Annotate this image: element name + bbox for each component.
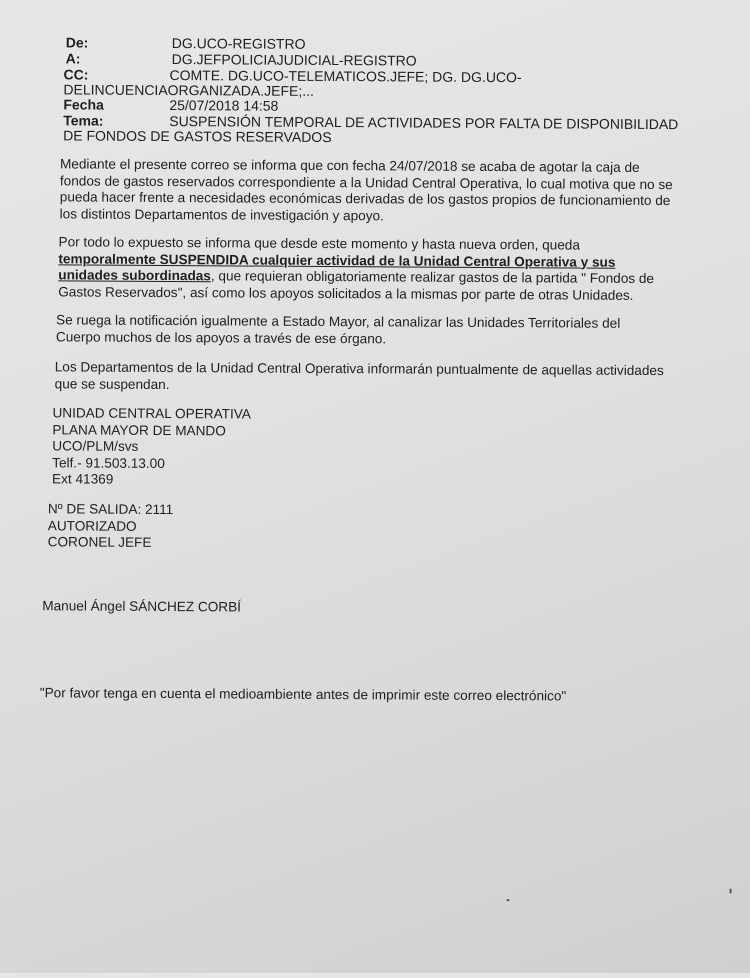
paragraph-line: Los Departamentos de la Unidad Central Operativa informarán puntualmente de aquellas actividades [54, 359, 664, 379]
paragraph-line: que se suspendan. [54, 375, 170, 392]
cc-value-continued: DELINCUENCIAORGANIZADA.JEFE;... [63, 81, 314, 99]
cc-label: CC: [63, 66, 89, 83]
signature-line: UCO/PLM/svs [52, 438, 139, 454]
paragraph-line: Por todo lo expuesto se informa que desde este momento y hasta nueva orden, queda [58, 234, 580, 253]
to-label: A: [65, 50, 81, 67]
from-label: De: [65, 34, 89, 51]
subject-value: SUSPENSIÓN TEMPORAL DE ACTIVIDADES POR FALTA DE DISPONIBILIDAD [169, 113, 679, 133]
signature-line: UNIDAD CENTRAL OPERATIVA [52, 405, 251, 422]
paragraph-line: Se ruega la notificación igualmente a Estado Mayor, al canalizar las Unidades Territoriales del [56, 312, 621, 331]
paragraph-2 [58, 234, 698, 304]
exit-line: CORONEL JEFE [47, 534, 152, 550]
signature-line: Ext 41369 [52, 471, 114, 487]
to-value: DG.JEFPOLICIAJUDICIAL-REGISTRO [171, 51, 417, 69]
paragraph-line-rest: , que requieran obligatoriamente realizar gastos de la partida " Fondos de [210, 268, 655, 287]
exit-line: AUTORIZADO [47, 517, 137, 534]
paragraph-1 [60, 156, 700, 226]
paragraph-line: fondos de gastos reservados correspondiente a la Unidad Central Operativa, lo cual motiva que no se [59, 172, 673, 192]
signature-block [52, 405, 251, 489]
exit-line: Nº DE SALIDA: 2111 [47, 501, 174, 518]
paragraph-line: Cuerpo muchos de los apoyos a través de ese órgano. [55, 328, 387, 346]
subject-label: Tema: [63, 112, 104, 129]
signature-line: Telf.- 91.503.13.00 [52, 454, 165, 471]
cc-value: COMTE. DG.UCO-TELEMATICOS.JEFE; DG. DG.UCO- [169, 67, 522, 86]
suspension-emphasis: temporalmente SUSPENDIDA cualquier actividad de la Unidad Central Operativa y sus [58, 250, 616, 270]
environment-footer-note: "Por favor tenga en cuenta el medioambiente antes de imprimir este correo electrónico" [39, 685, 567, 704]
paragraph-line: pueda hacer frente a necesidades económicas derivadas de los gastos propios de funcionamiento de [59, 189, 671, 209]
paragraph-line: los distintos Departamentos de investigación y apoyo. [59, 205, 384, 223]
exit-number-block [48, 501, 174, 551]
paragraph-4 [55, 359, 695, 396]
paper-speck [730, 888, 732, 893]
date-value: 25/07/2018 14:58 [169, 97, 279, 114]
paragraph-3 [56, 312, 696, 349]
paper-speck [507, 899, 510, 901]
subject-value-continued: DE FONDOS DE GASTOS RESERVADOS [63, 127, 332, 146]
subordinate-units-emphasis: unidades subordinadas [58, 267, 211, 284]
header-subject-continued [63, 127, 331, 145]
from-value: DG.UCO-REGISTRO [171, 35, 306, 52]
date-label: Fecha [63, 96, 104, 113]
signature-line: PLANA MAYOR DE MANDO [52, 421, 226, 438]
signatory-name: Manuel Ángel SÁNCHEZ CORBÍ [42, 598, 242, 615]
paragraph-line: Mediante el presente correo se informa que con fecha 24/07/2018 se acaba de agotar la caja de [59, 156, 640, 175]
paragraph-line: Gastos Reservados", así como los apoyos solicitados a la mismas por parte de otras Unidades. [58, 283, 634, 303]
